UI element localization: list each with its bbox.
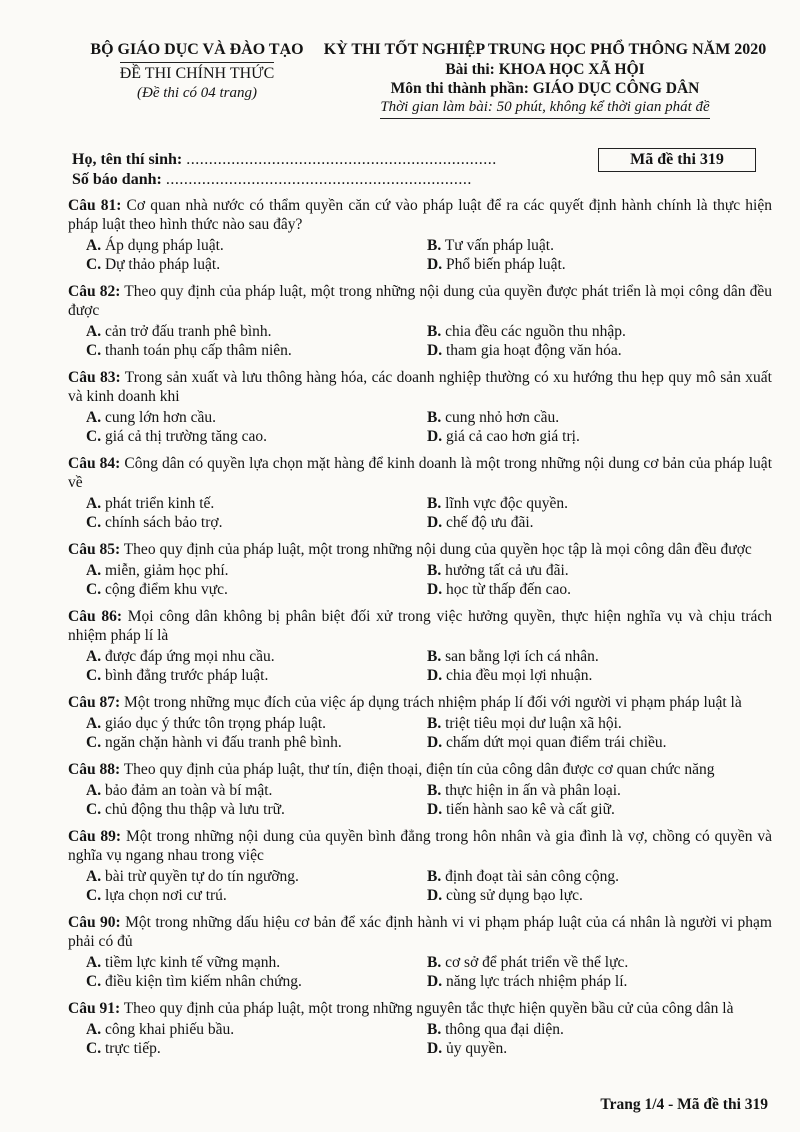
option-key: B. — [427, 648, 442, 665]
answer-option — [427, 580, 767, 599]
question-number: Câu 88: — [68, 761, 121, 778]
option-text: bảo đảm an toàn và bí mật. — [104, 782, 273, 799]
answer-option — [427, 1039, 767, 1058]
option-text: giáo dục ý thức tôn trọng pháp luật. — [104, 715, 327, 732]
option-key: C. — [86, 342, 102, 359]
question-block — [68, 999, 772, 1058]
question-text — [68, 454, 772, 492]
answer-option — [86, 800, 427, 819]
answer-option — [86, 1020, 427, 1039]
question-text — [68, 368, 772, 406]
option-text: Dự thảo pháp luật. — [104, 256, 221, 273]
question-stem: Theo quy định của pháp luật, thư tín, điện thoại, điện tín của công dân được cơ quan chức năng — [123, 761, 715, 778]
answer-option — [427, 781, 767, 800]
option-text: bình đẳng trước pháp luật. — [104, 667, 269, 684]
answer-option — [86, 781, 427, 800]
option-key: D. — [427, 581, 443, 598]
option-text: tiến hành sao kê và cất giữ. — [445, 801, 615, 818]
option-key: D. — [427, 667, 443, 684]
option-key: D. — [427, 256, 443, 273]
option-text: triệt tiêu mọi dư luận xã hội. — [445, 715, 622, 732]
option-text: cộng điểm khu vực. — [104, 581, 228, 598]
question-number: Câu 82: — [68, 283, 121, 300]
pages-note: (Đề thi có 04 trang) — [137, 85, 257, 101]
answer-option — [427, 494, 767, 513]
option-key: A. — [86, 648, 102, 665]
option-text: trực tiếp. — [104, 1040, 161, 1057]
answer-options — [68, 408, 772, 446]
answer-option — [427, 408, 767, 427]
option-key: B. — [427, 409, 442, 426]
option-text: cản trở đấu tranh phê bình. — [104, 323, 272, 340]
answer-option — [427, 1020, 767, 1039]
answer-option — [86, 580, 427, 599]
option-text: điều kiện tìm kiếm nhân chứng. — [104, 973, 302, 990]
option-key: A. — [86, 954, 102, 971]
answer-option — [86, 714, 427, 733]
question-stem: Một trong những mục đích của việc áp dụng trách nhiệm pháp lí đối với người vi phạm pháp luật là — [123, 694, 742, 711]
option-key: B. — [427, 868, 442, 885]
question-block — [68, 693, 772, 752]
question-block — [68, 454, 772, 532]
answer-option — [427, 561, 767, 580]
answer-option — [427, 666, 767, 685]
option-text: ngăn chặn hành vi đấu tranh phê bình. — [104, 734, 342, 751]
answer-options — [68, 781, 772, 819]
question-text — [68, 999, 772, 1018]
answer-option — [86, 494, 427, 513]
answer-option — [427, 733, 767, 752]
time-note: Thời gian làm bài: 50 phút, không kể thời gian phát đề — [380, 98, 709, 119]
answer-option — [86, 427, 427, 446]
option-text: miễn, giảm học phí. — [104, 562, 229, 579]
option-key: C. — [86, 734, 102, 751]
option-text: bài trừ quyền tự do tín ngưỡng. — [104, 868, 299, 885]
answer-option — [86, 255, 427, 274]
option-text: cung lớn hơn cầu. — [104, 409, 217, 426]
question-block — [68, 540, 772, 599]
option-key: B. — [427, 715, 442, 732]
option-key: B. — [427, 495, 442, 512]
question-text — [68, 607, 772, 645]
option-text: Áp dụng pháp luật. — [104, 237, 224, 254]
option-key: A. — [86, 868, 102, 885]
exam-code-box: Mã đề thi 319 — [598, 148, 756, 172]
option-text: thanh toán phụ cấp thâm niên. — [104, 342, 292, 359]
answer-option — [86, 561, 427, 580]
question-number: Câu 86: — [68, 608, 122, 625]
answer-options — [68, 322, 772, 360]
question-stem: Theo quy định của pháp luật, một trong những nội dung của quyền học tập là mọi công dân đều được — [123, 541, 752, 558]
answer-options — [68, 647, 772, 685]
answer-option — [427, 714, 767, 733]
option-text: lựa chọn nơi cư trú. — [104, 887, 227, 904]
option-key: D. — [427, 973, 443, 990]
question-stem: Một trong những nội dung của quyền bình đẳng trong hôn nhân và gia đình là vợ, chồng có quyền và nghĩa vụ ngang nhau trong việc — [68, 828, 772, 864]
option-key: C. — [86, 256, 102, 273]
option-key: D. — [427, 428, 443, 445]
option-text: Tư vấn pháp luật. — [444, 237, 554, 254]
candidate-id-field: .................................................................... — [165, 171, 472, 188]
answer-option — [427, 341, 767, 360]
answer-option — [86, 341, 427, 360]
question-stem: Mọi công dân không bị phân biệt đối xử trong việc hưởng quyền, thực hiện nghĩa vụ và chịu trách nhiệm pháp lí là — [68, 608, 772, 644]
option-text: giá cả thị trường tăng cao. — [104, 428, 268, 445]
official-label: ĐỀ THI CHÍNH THỨC — [120, 62, 274, 84]
option-text: ủy quyền. — [445, 1040, 508, 1057]
question-number: Câu 89: — [68, 828, 122, 845]
answer-options — [68, 1020, 772, 1058]
option-key: B. — [427, 954, 442, 971]
answer-option — [86, 886, 427, 905]
answer-options — [68, 236, 772, 274]
answer-option — [427, 427, 767, 446]
component-line: Môn thi thành phần: GIÁO DỤC CÔNG DÂN — [390, 80, 700, 97]
answer-option — [427, 886, 767, 905]
option-key: A. — [86, 715, 102, 732]
option-text: tham gia hoạt động văn hóa. — [445, 342, 622, 359]
question-number: Câu 83: — [68, 369, 121, 386]
exam-title: KỲ THI TỐT NGHIỆP TRUNG HỌC PHỔ THÔNG NĂM 2020 — [323, 41, 767, 58]
subject-line: Bài thi: KHOA HỌC XÃ HỘI — [445, 61, 645, 78]
option-key: C. — [86, 801, 102, 818]
question-number: Câu 84: — [68, 455, 121, 472]
question-number: Câu 87: — [68, 694, 121, 711]
ministry-name: BỘ GIÁO DỤC VÀ ĐÀO TẠO — [90, 41, 304, 58]
option-text: công khai phiếu bầu. — [104, 1021, 235, 1038]
option-key: C. — [86, 1040, 102, 1057]
option-key: D. — [427, 514, 443, 531]
option-key: C. — [86, 887, 102, 904]
page-footer: Trang 1/4 - Mã đề thi 319 — [600, 1096, 768, 1113]
answer-option — [427, 255, 767, 274]
header-right — [318, 40, 772, 119]
answer-option — [86, 733, 427, 752]
option-text: chủ động thu thập và lưu trữ. — [104, 801, 285, 818]
option-text: chính sách bảo trợ. — [104, 514, 223, 531]
question-text — [68, 827, 772, 865]
option-text: cơ sở để phát triển về thể lực. — [445, 954, 629, 971]
option-key: B. — [427, 562, 442, 579]
answer-option — [86, 513, 427, 532]
option-text: học từ thấp đến cao. — [445, 581, 571, 598]
candidate-name-row — [72, 150, 497, 170]
option-key: B. — [427, 323, 442, 340]
question-block — [68, 827, 772, 905]
answer-option — [427, 867, 767, 886]
question-number: Câu 85: — [68, 541, 121, 558]
answer-option — [427, 972, 767, 991]
answer-option — [86, 972, 427, 991]
question-block — [68, 282, 772, 360]
option-text: tiềm lực kinh tế vững mạnh. — [104, 954, 281, 971]
answer-option — [427, 647, 767, 666]
option-text: thực hiện in ấn và phân loại. — [445, 782, 621, 799]
option-key: B. — [427, 1021, 442, 1038]
question-stem: Công dân có quyền lựa chọn mặt hàng để kinh doanh là một trong những nội dung cơ bản của pháp luật về — [68, 455, 772, 491]
question-number: Câu 91: — [68, 1000, 121, 1017]
option-key: D. — [427, 887, 443, 904]
question-stem: Một trong những dấu hiệu cơ bản để xác định hành vi vi phạm pháp luật của cá nhân là người vi phạm phải có đủ — [68, 914, 772, 950]
option-key: C. — [86, 514, 102, 531]
answer-option — [86, 236, 427, 255]
answer-options — [68, 494, 772, 532]
question-text — [68, 913, 772, 951]
candidate-name-label: Họ, tên thí sinh: — [72, 151, 183, 168]
option-text: chia đều các nguồn thu nhập. — [445, 323, 626, 340]
question-stem: Theo quy định của pháp luật, một trong những nguyên tắc thực hiện quyền bầu cử của công dân là — [123, 1000, 734, 1017]
candidate-name-field: ..................................................................... — [186, 151, 497, 168]
option-text: giá cả cao hơn giá trị. — [445, 428, 580, 445]
option-text: chấm dứt mọi quan điểm trái chiều. — [445, 734, 667, 751]
option-text: cùng sử dụng bạo lực. — [445, 887, 583, 904]
candidate-id-row — [72, 170, 497, 190]
question-stem: Cơ quan nhà nước có thẩm quyền căn cứ vào pháp luật để ra các quyết định hành chính là thực hiện pháp luật theo hình thức nào sau đây? — [68, 197, 772, 233]
answer-option — [86, 647, 427, 666]
candidate-id-label: Số báo danh: — [72, 171, 162, 188]
answer-option — [427, 800, 767, 819]
option-text: san bằng lợi ích cá nhân. — [445, 648, 599, 665]
question-list — [68, 196, 772, 1066]
option-key: C. — [86, 973, 102, 990]
answer-option — [86, 953, 427, 972]
question-number: Câu 81: — [68, 197, 122, 214]
question-block — [68, 196, 772, 274]
option-text: chế độ ưu đãi. — [445, 514, 534, 531]
option-text: thông qua đại diện. — [445, 1021, 564, 1038]
question-block — [68, 760, 772, 819]
option-text: định đoạt tài sản công cộng. — [445, 868, 619, 885]
option-key: C. — [86, 667, 102, 684]
question-block — [68, 368, 772, 446]
answer-option — [86, 666, 427, 685]
option-key: C. — [86, 428, 102, 445]
option-text: lĩnh vực độc quyền. — [445, 495, 568, 512]
option-key: A. — [86, 782, 102, 799]
option-text: được đáp ứng mọi nhu cầu. — [104, 648, 275, 665]
option-key: A. — [86, 409, 102, 426]
option-key: A. — [86, 495, 102, 512]
answer-option — [86, 408, 427, 427]
answer-options — [68, 561, 772, 599]
question-number: Câu 90: — [68, 914, 121, 931]
answer-option — [86, 322, 427, 341]
candidate-info — [72, 150, 497, 190]
question-text — [68, 760, 772, 779]
option-key: D. — [427, 342, 443, 359]
option-key: A. — [86, 237, 102, 254]
answer-option — [427, 236, 767, 255]
question-text — [68, 196, 772, 234]
question-text — [68, 693, 772, 712]
option-key: B. — [427, 237, 442, 254]
question-text — [68, 540, 772, 559]
header-left — [72, 40, 322, 103]
answer-options — [68, 714, 772, 752]
answer-option — [427, 322, 767, 341]
option-text: chia đều mọi lợi nhuận. — [445, 667, 593, 684]
option-key: D. — [427, 734, 443, 751]
option-key: C. — [86, 581, 102, 598]
option-key: A. — [86, 323, 102, 340]
option-key: A. — [86, 562, 102, 579]
answer-options — [68, 867, 772, 905]
option-key: A. — [86, 1021, 102, 1038]
option-text: năng lực trách nhiệm pháp lí. — [445, 973, 628, 990]
option-key: D. — [427, 801, 443, 818]
option-text: hưởng tất cả ưu đãi. — [445, 562, 569, 579]
question-block — [68, 607, 772, 685]
answer-option — [427, 513, 767, 532]
option-text: phát triển kinh tế. — [104, 495, 215, 512]
question-stem: Trong sản xuất và lưu thông hàng hóa, các doanh nghiệp thường có xu hướng thu hẹp quy mô sản xuất và kinh doanh khi — [68, 369, 772, 405]
answer-options — [68, 953, 772, 991]
question-stem: Theo quy định của pháp luật, một trong những nội dung của quyền được phát triển là mọi công dân đều được — [68, 283, 772, 319]
answer-option — [86, 867, 427, 886]
question-text — [68, 282, 772, 320]
option-text: cung nhỏ hơn cầu. — [445, 409, 560, 426]
question-block — [68, 913, 772, 991]
answer-option — [427, 953, 767, 972]
option-key: D. — [427, 1040, 443, 1057]
answer-option — [86, 1039, 427, 1058]
option-text: Phổ biến pháp luật. — [445, 256, 566, 273]
option-key: B. — [427, 782, 442, 799]
